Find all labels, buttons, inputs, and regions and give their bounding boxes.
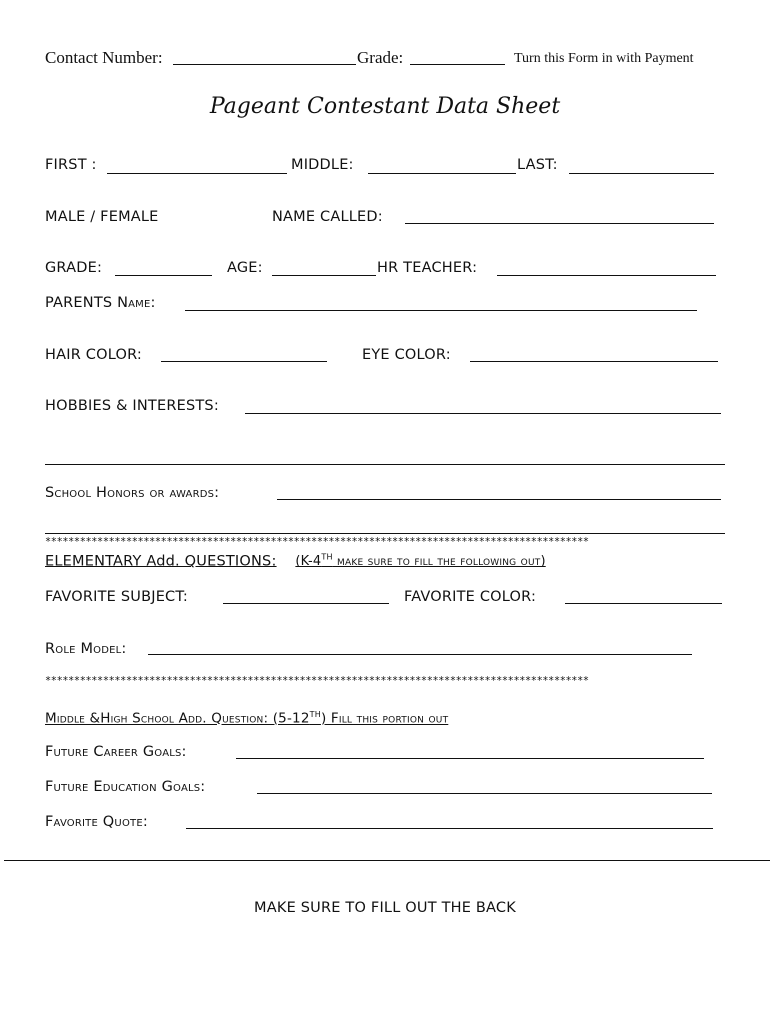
favorite-quote-label: Favorite Quote:	[45, 814, 148, 830]
age-label: AGE:	[227, 260, 263, 276]
elementary-heading-range	[295, 554, 545, 569]
career-goals-label: Future Career Goals:	[45, 744, 187, 760]
middle-name-field[interactable]	[368, 173, 516, 174]
hobbies-field[interactable]	[245, 413, 721, 414]
school-honors-field[interactable]	[277, 499, 721, 500]
grade-field[interactable]	[115, 275, 212, 276]
grade-label: GRADE:	[45, 260, 103, 276]
hobbies-field-extra-line[interactable]	[45, 464, 725, 465]
footer-note: MAKE SURE TO FILL OUT THE BACK	[254, 900, 516, 916]
last-name-label: LAST:	[517, 157, 558, 173]
elementary-range-text: (K-4	[295, 554, 322, 570]
middle-high-heading	[45, 710, 448, 727]
contact-number-field[interactable]	[173, 64, 356, 65]
school-honors-extra-line[interactable]	[45, 533, 725, 534]
favorite-subject-field[interactable]	[223, 603, 389, 604]
favorite-color-label: FAVORITE COLOR:	[404, 589, 537, 605]
parents-name-label: PARENTS Name:	[45, 295, 156, 311]
favorite-color-field[interactable]	[565, 603, 722, 604]
hr-teacher-label: HR TEACHER:	[377, 260, 478, 276]
middle-high-heading-sup: TH	[309, 710, 321, 719]
grade-header-field[interactable]	[410, 64, 505, 65]
contact-number-label: Contact Number:	[45, 48, 163, 67]
first-name-label: FIRST :	[45, 157, 97, 173]
grade-header-label: Grade:	[357, 48, 404, 67]
role-model-field[interactable]	[148, 654, 692, 655]
age-field[interactable]	[272, 275, 376, 276]
favorite-quote-field[interactable]	[186, 828, 713, 829]
page-title: Pageant Contestant Data Sheet	[209, 94, 561, 119]
education-goals-label: Future Education Goals:	[45, 779, 206, 795]
middle-high-heading-rest: ) Fill this portion out	[320, 710, 449, 727]
elementary-heading	[45, 553, 546, 569]
favorite-subject-label: FAVORITE SUBJECT:	[45, 589, 188, 605]
hr-teacher-field[interactable]	[497, 275, 716, 276]
first-name-field[interactable]	[107, 173, 287, 174]
education-goals-field[interactable]	[257, 793, 712, 794]
hair-color-label: HAIR COLOR:	[45, 347, 143, 363]
eye-color-label: EYE COLOR:	[362, 347, 451, 363]
last-name-field[interactable]	[569, 173, 714, 174]
payment-note: Turn this Form in with Payment	[514, 51, 694, 66]
elementary-range-rest: make sure to fill the following out)	[332, 554, 546, 570]
hair-color-field[interactable]	[161, 361, 327, 362]
star-separator: **********************************************************************************************	[45, 537, 589, 548]
hobbies-label: HOBBIES & INTERESTS:	[45, 398, 219, 414]
elementary-range-sup: TH	[321, 553, 333, 562]
eye-color-field[interactable]	[470, 361, 718, 362]
middle-high-heading-main: Middle &High School Add. Question: (5-12	[45, 710, 310, 727]
role-model-label: Role Model:	[45, 641, 127, 657]
career-goals-field[interactable]	[236, 758, 704, 759]
star-separator: **********************************************************************************************	[45, 676, 589, 687]
middle-name-label: MIDDLE:	[291, 157, 354, 173]
elementary-heading-main: ELEMENTARY Add. QUESTIONS:	[45, 553, 277, 570]
name-called-label: NAME CALLED:	[272, 209, 383, 225]
school-honors-label: School Honors or awards:	[45, 485, 220, 501]
page-divider	[4, 860, 770, 861]
name-called-field[interactable]	[405, 223, 714, 224]
parents-name-field[interactable]	[185, 310, 697, 311]
gender-label: MALE / FEMALE	[45, 209, 159, 225]
